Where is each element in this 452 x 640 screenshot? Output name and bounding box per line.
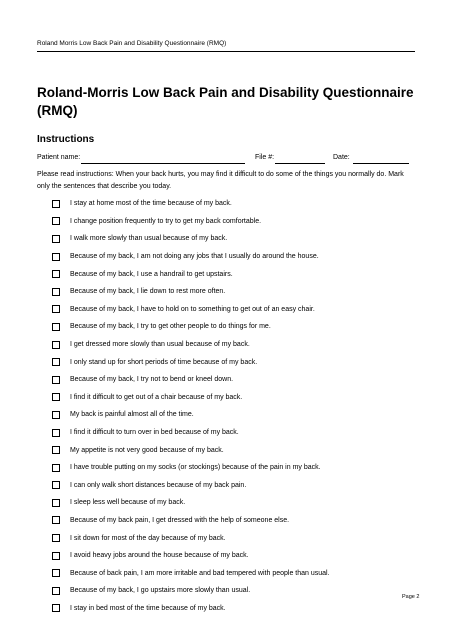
item-checkbox[interactable]: [52, 464, 60, 472]
item-label: Because of my back, I try not to bend or kneel down.: [70, 376, 234, 384]
patient-info-row: [37, 154, 415, 164]
questionnaire-item: [52, 248, 422, 266]
item-checkbox[interactable]: [52, 341, 60, 349]
questionnaire-item: [52, 336, 422, 354]
questionnaire-item: [52, 213, 422, 231]
item-checkbox[interactable]: [52, 376, 60, 384]
item-label: I sit down for most of the day because of my back.: [70, 534, 226, 542]
item-checkbox[interactable]: [52, 552, 60, 560]
patient-name-field[interactable]: [81, 163, 245, 164]
questionnaire-item: [52, 547, 422, 565]
item-checkbox[interactable]: [52, 499, 60, 507]
questionnaire-item: [52, 353, 422, 371]
item-checkbox[interactable]: [52, 358, 60, 366]
item-checkbox[interactable]: [52, 587, 60, 595]
item-label: I have trouble putting on my socks (or stockings) because of the pain in my back.: [70, 464, 321, 472]
item-checkbox[interactable]: [52, 305, 60, 313]
running-header: Roland Morris Low Back Pain and Disability Questionnaire (RMQ): [37, 40, 227, 47]
item-checkbox[interactable]: [52, 200, 60, 208]
page-number: Page 2: [402, 594, 420, 600]
item-label: I sleep less well because of my back.: [70, 499, 186, 507]
item-checkbox[interactable]: [52, 569, 60, 577]
item-checkbox[interactable]: [52, 253, 60, 261]
item-label: My appetite is not very good because of my back.: [70, 446, 224, 454]
item-label: I only stand up for short periods of time because of my back.: [70, 358, 258, 366]
questionnaire-item: [52, 459, 422, 477]
questionnaire-item: [52, 371, 422, 389]
item-checkbox[interactable]: [52, 534, 60, 542]
questionnaire-item: [52, 441, 422, 459]
questionnaire-item: [52, 477, 422, 495]
item-checkbox[interactable]: [52, 516, 60, 524]
item-label: I change position frequently to try to get my back comfortable.: [70, 217, 262, 225]
item-checkbox[interactable]: [52, 604, 60, 612]
item-checkbox[interactable]: [52, 481, 60, 489]
item-label: I stay in bed most of the time because of my back.: [70, 604, 226, 612]
item-label: Because of my back, I lie down to rest more often.: [70, 288, 226, 296]
patient-name-label: Patient name:: [37, 154, 81, 161]
questionnaire-item: [52, 494, 422, 512]
date-label: Date:: [333, 154, 350, 161]
item-label: Because of my back, I am not doing any jobs that I usually do around the house.: [70, 253, 319, 261]
item-label: My back is painful almost all of the time.: [70, 411, 194, 419]
item-label: I can only walk short distances because of my back pain.: [70, 481, 247, 489]
item-label: Because of back pain, I am more irritable and bad tempered with people than usual.: [70, 569, 330, 577]
instructions-text: Please read instructions: When your back hurts, you may find it difficult to do some of the things you normally do. Mark only the sentences that describe you today.: [37, 171, 404, 190]
item-label: I stay at home most of the time because of my back.: [70, 200, 232, 208]
item-label: I walk more slowly than usual because of my back.: [70, 235, 228, 243]
item-checkbox[interactable]: [52, 429, 60, 437]
item-label: I avoid heavy jobs around the house because of my back.: [70, 552, 249, 560]
questionnaire-item-list: [52, 195, 422, 617]
document-title: Roland-Morris Low Back Pain and Disability Questionnaire (RMQ): [37, 85, 414, 118]
item-label: Because of my back, I try to get other people to do things for me.: [70, 323, 271, 331]
item-checkbox[interactable]: [52, 323, 60, 331]
questionnaire-item: [52, 389, 422, 407]
item-checkbox[interactable]: [52, 270, 60, 278]
questionnaire-item: [52, 265, 422, 283]
file-number-label: File #:: [255, 154, 275, 161]
questionnaire-item: [52, 283, 422, 301]
item-label: Because of my back, I use a handrail to get upstairs.: [70, 270, 233, 278]
questionnaire-item: [52, 600, 422, 618]
file-number-field[interactable]: [275, 163, 325, 164]
item-checkbox[interactable]: [52, 411, 60, 419]
item-label: I find it difficult to get out of a chair because of my back.: [70, 393, 243, 401]
header-divider: [37, 51, 415, 52]
item-checkbox[interactable]: [52, 235, 60, 243]
item-label: I find it difficult to turn over in bed because of my back.: [70, 429, 239, 437]
questionnaire-item: [52, 195, 422, 213]
item-checkbox[interactable]: [52, 217, 60, 225]
date-field[interactable]: [353, 163, 409, 164]
item-label: Because of my back pain, I get dressed with the help of someone else.: [70, 516, 290, 524]
instructions-heading: Instructions: [37, 134, 95, 145]
questionnaire-item: [52, 301, 422, 319]
questionnaire-item: [52, 424, 422, 442]
item-checkbox[interactable]: [52, 288, 60, 296]
item-label: Because of my back, I have to hold on to something to get out of an easy chair.: [70, 305, 315, 313]
questionnaire-item: [52, 564, 422, 582]
questionnaire-item: [52, 406, 422, 424]
questionnaire-item: [52, 512, 422, 530]
questionnaire-item: [52, 529, 422, 547]
questionnaire-item: [52, 230, 422, 248]
item-checkbox[interactable]: [52, 393, 60, 401]
questionnaire-item: [52, 582, 422, 600]
item-label: I get dressed more slowly than usual because of my back.: [70, 341, 250, 349]
item-label: Because of my back, I go upstairs more slowly than usual.: [70, 587, 251, 595]
questionnaire-item: [52, 318, 422, 336]
item-checkbox[interactable]: [52, 446, 60, 454]
